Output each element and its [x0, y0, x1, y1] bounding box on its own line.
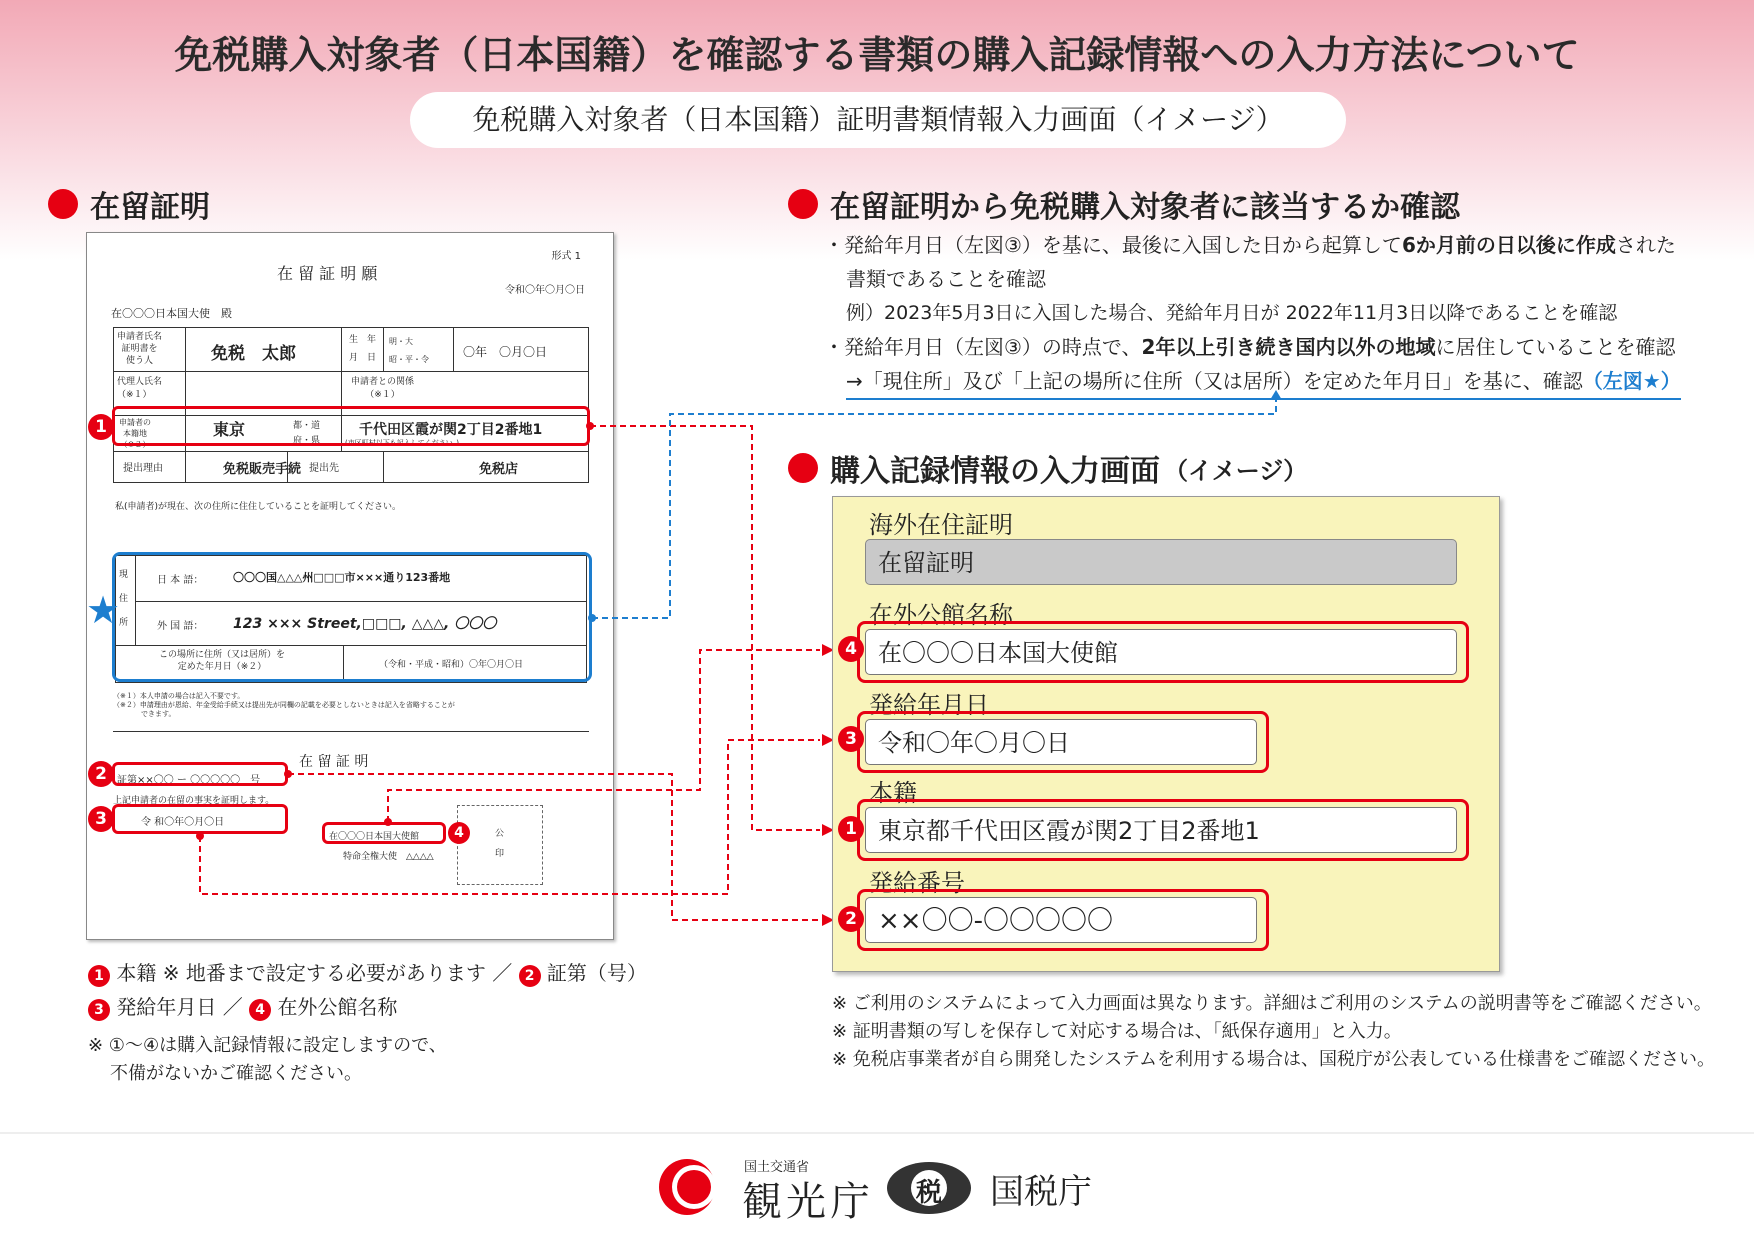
ambassador: 特命全権大使 △△△△	[343, 852, 434, 862]
kokuzei-name: 国税庁	[990, 1172, 1092, 1212]
marker-2: 2	[88, 761, 114, 787]
applicant-name: 免税 太郎	[211, 344, 296, 364]
legend-note-b: 不備がないかご確認ください。	[110, 1063, 362, 1084]
field-label-embassy: 在外公館名称	[869, 601, 1013, 629]
legend-note-a: ※ ①～④は購入記録情報に設定しますので、	[88, 1035, 447, 1056]
applicant-label: 申請者氏名 証明書を 使う人	[117, 332, 163, 366]
red-dot-icon	[788, 189, 818, 219]
page-title: 免税購入対象者（日本国籍）を確認する書類の購入記録情報への入力方法について	[174, 33, 1580, 77]
form-date: 令和〇年〇月〇日	[505, 285, 585, 296]
marker-4: 4	[448, 822, 470, 844]
legend-2: 証第（号）	[546, 961, 647, 985]
marker-3: 3	[88, 806, 114, 832]
note-2: （※２）申請理由が恩給、年金受給手続又は提出先が同欄の記載を必要としないときは記入を省略することが できます。	[113, 701, 455, 718]
field-label-issue-date: 発給年月日	[869, 691, 989, 719]
field-label-residence-proof: 海外在住証明	[869, 511, 1013, 539]
honseki-prefecture: 東京	[213, 420, 246, 439]
honseki-field[interactable]: 東京都千代田区霞が関2丁目2番地1	[865, 807, 1457, 853]
embassy-name-field[interactable]: 在〇〇〇日本国大使館	[865, 629, 1457, 675]
honseki-address: 千代田区霞が関2丁目2番地1	[359, 422, 543, 438]
legend-marker-1: 1	[88, 965, 110, 987]
honseki-note: (市区町村以下も記入してください。)	[345, 439, 459, 447]
input-screen-panel	[832, 496, 1500, 972]
ministry-name: 国土交通省	[744, 1160, 810, 1175]
pref-kind: 都・道 府・県	[293, 421, 321, 446]
form-addressee: 在〇〇〇日本国大使 殿	[111, 307, 232, 320]
panel-marker-1: 1	[838, 816, 864, 842]
section-heading-input: 購入記録情報の入力画面 （イメージ）	[788, 446, 1307, 490]
system-notes	[832, 990, 1732, 1074]
birth-label: 生 年 月 日	[349, 335, 377, 363]
red-dot-icon	[788, 453, 818, 483]
since-value: （令和・平成・昭和）〇年〇月〇日	[379, 660, 524, 670]
legend	[88, 956, 648, 1088]
jp-label: 日 本 語：	[157, 575, 204, 586]
panel-marker-3: 3	[838, 726, 864, 752]
note-1: ※ ご利用のシステムによって入力画面は異なります。詳細はご利用のシステムの説明書等をご確認ください。	[832, 993, 1712, 1014]
cert-title: 在 留 証 明	[299, 754, 369, 770]
reason-label: 提出理由	[123, 463, 163, 474]
legend-1: 本籍 ※ 地番まで設定する必要があります ／	[116, 961, 513, 985]
star-icon: ★	[86, 588, 121, 632]
kanko-name: 観光庁	[742, 1179, 874, 1225]
reason-value: 免税販売手続	[223, 462, 302, 477]
era-options: 明・大 昭・平・令	[389, 337, 429, 364]
honseki-label: 申請者の 本籍地 （※２）	[119, 418, 151, 449]
issue-date: 令 和〇年〇月〇日	[141, 817, 225, 828]
proxy-label: 代理人氏名 （※１）	[117, 377, 163, 400]
legend-marker-4: 4	[249, 999, 271, 1021]
official-seal-text: 公 印	[495, 829, 505, 859]
foreign-address: 123 ××× Street,□□□, △△△, 〇〇〇	[233, 616, 497, 632]
form-number: 形式 1	[551, 251, 581, 262]
foreign-label: 外 国 語：	[157, 621, 204, 632]
form-title: 在 留 証 明 願	[277, 264, 378, 283]
section-heading-zairyu: 在留証明	[48, 182, 210, 226]
field-label-honseki: 本籍	[869, 779, 917, 807]
subtitle-pill: 免税購入対象者（日本国籍）証明書類情報入力画面（イメージ）	[410, 92, 1346, 148]
check-bullets: ・発給年月日（左図③）を基に、最後に入国した日から起算して6か月前の日以後に作成された 書類であることを確認 例）2023年5月3日に入国した場合、発給年月日が 2022年11月3日以降であることを確認 ・発給年月日（左図③）の時点で、2年以上引き続き国内以外の地域に居住していることを確認 →「現住所」及び「上記の場所に住所（又は居所）を定めた年月日」を基に、確認（左図★）	[824, 228, 1724, 400]
kanko-logo-icon	[654, 1156, 724, 1218]
legend-marker-3: 3	[88, 999, 110, 1021]
note-1: （※１）本人申請の場合は記入不要です。	[113, 692, 245, 700]
residence-proof-field[interactable]: 在留証明	[865, 539, 1457, 585]
panel-marker-4: 4	[838, 636, 864, 662]
relation-label: 申請者との関係 （※１）	[351, 377, 415, 400]
birth-value: 〇年 〇月〇日	[463, 345, 548, 359]
embassy-name: 在〇〇〇日本国大使館	[329, 832, 420, 842]
legend-marker-2: 2	[519, 965, 541, 987]
cert-text: 上記申請者の在留の事実を証明します。	[113, 796, 275, 806]
legend-4: 在外公館名称	[277, 995, 398, 1019]
statement: 私(申請者)が現在、次の住所に住住していることを証明してください。	[115, 502, 402, 512]
panel-marker-2: 2	[838, 906, 864, 932]
field-label-issue-number: 発給番号	[869, 869, 965, 897]
jp-address: 〇〇〇国△△△州□□□市×××通り123番地	[233, 571, 451, 584]
footer-divider	[0, 1132, 1754, 1134]
left-star-ref: （左図★）	[1582, 369, 1681, 393]
note-2: ※ 証明書類の写しを保存して対応する場合は、「紙保存適用」と入力。	[832, 1021, 1402, 1042]
issue-number-field[interactable]: ××〇〇-〇〇〇〇〇	[865, 897, 1257, 943]
current-address-label: 現 住 所	[119, 570, 129, 628]
dest-label: 提出先	[309, 463, 339, 474]
note-3: ※ 免税店事業者が自ら開発したシステムを利用する場合は、国税庁が公表している仕様書をご確認ください。	[832, 1049, 1715, 1070]
since-label: この場所に住所（又は居所）を 定めた年月日（※２）	[159, 650, 286, 672]
marker-1: 1	[88, 414, 114, 440]
dest-value: 免税店	[479, 462, 519, 477]
cert-number: 証第××〇〇 ー 〇〇〇〇〇 号	[117, 775, 261, 786]
section-heading-check: 在留証明から免税購入対象者に該当するか確認	[788, 182, 1460, 226]
legend-3: 発給年月日 ／	[116, 995, 243, 1019]
nta-logo-text: 税	[916, 1178, 943, 1208]
issue-date-field[interactable]: 令和〇年〇月〇日	[865, 719, 1257, 765]
